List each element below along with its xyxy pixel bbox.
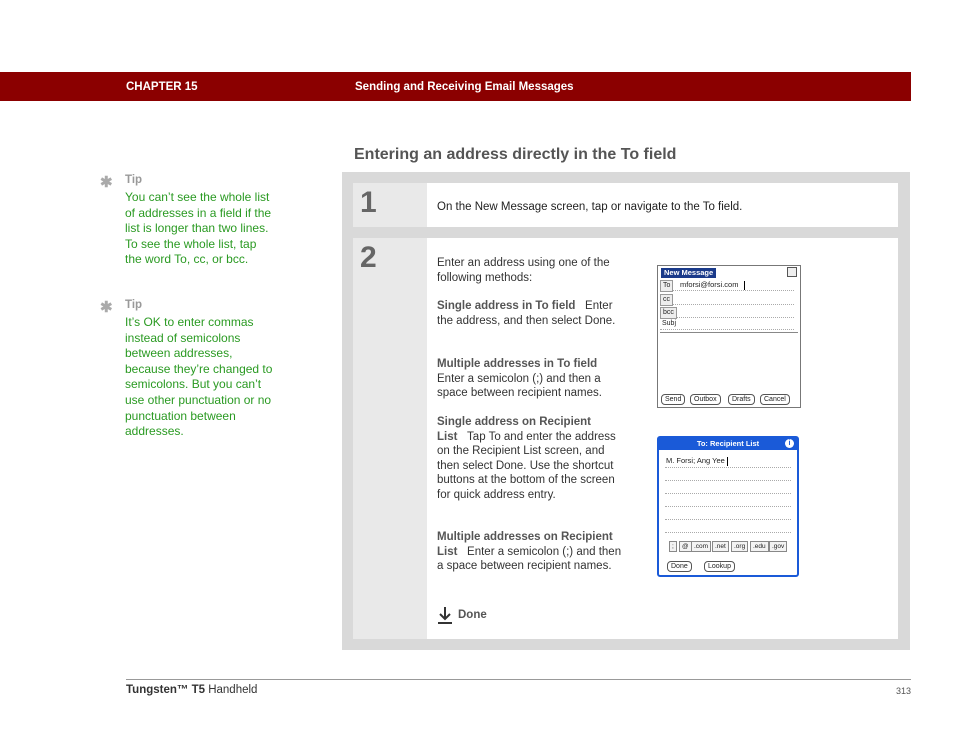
method-text: Enter the address, and then select Done. <box>437 300 616 327</box>
method-title: Multiple addresses in To field <box>437 358 598 370</box>
step-2-number: 2 <box>360 241 377 274</box>
recipient-list-title-bar <box>659 438 797 450</box>
tip-star-icon: ✱ <box>100 299 113 316</box>
method-text: Enter a semicolon (;) and then a space between recipient names. <box>437 545 622 572</box>
cc-field[interactable] <box>660 294 794 305</box>
bcc-label[interactable]: bcc <box>660 307 677 319</box>
shortcut-edu[interactable]: .edu <box>750 541 769 552</box>
page-number: 313 <box>895 686 911 696</box>
done-label: Done <box>458 609 487 622</box>
to-value[interactable]: mforsi@forsi.com <box>680 280 739 289</box>
done-marker <box>437 606 487 624</box>
shortcut-org[interactable]: .org <box>731 541 748 552</box>
outbox-button[interactable]: Outbox <box>690 394 721 405</box>
to-label[interactable]: To <box>660 280 673 292</box>
tip-star-icon: ✱ <box>100 174 113 191</box>
body-divider <box>660 332 798 333</box>
tip-label: Tip <box>125 299 143 311</box>
method-title: Single address in To field <box>437 300 576 312</box>
cc-label[interactable]: cc <box>660 294 673 306</box>
footer-divider <box>126 679 911 680</box>
recipient-entry[interactable]: M. Forsi; Ang Yee <box>666 456 725 465</box>
done-button[interactable]: Done <box>667 561 692 572</box>
tip-text: It’s OK to enter commas instead of semicolons between addresses, because they’re changed to semicolons. But you can’t use other punctuation or no punctuation between addresses. <box>125 315 273 439</box>
tip-label: Tip <box>125 174 143 186</box>
recipient-list-title: To: Recipient List <box>696 439 760 448</box>
shortcut-gov[interactable]: .gov <box>769 541 787 552</box>
subject-field[interactable] <box>660 319 794 330</box>
entry-line <box>665 519 791 520</box>
drafts-button[interactable]: Drafts <box>728 394 755 405</box>
method-multiple-to <box>437 357 627 401</box>
step-1-number: 1 <box>360 186 377 219</box>
new-message-title: New Message <box>661 268 716 278</box>
product-suffix: Handheld <box>205 684 258 696</box>
to-field[interactable] <box>660 280 794 291</box>
tip-text: You can’t see the whole list of addresses in a field if the list is longer than two lines. To see the whole list, tap the word To, cc, or bcc. <box>125 190 272 267</box>
text-cursor <box>727 457 728 466</box>
shortcut-at[interactable]: @ <box>679 541 692 552</box>
chapter-header <box>0 72 911 101</box>
shortcut-com[interactable]: .com <box>691 541 711 552</box>
entry-line <box>665 493 791 494</box>
chapter-title: Sending and Receiving Email Messages <box>355 81 574 93</box>
section-title: Entering an address directly in the To field <box>354 146 677 163</box>
down-arrow-icon <box>437 606 453 624</box>
entry-line <box>665 467 791 468</box>
subject-label: Subj <box>662 320 677 327</box>
method-text: Tap To and enter the address on the Recipient List screen, and then select Done. Use the shortcut buttons at the bottom of the screen for quick address entry. <box>437 430 616 501</box>
method-single-to <box>437 299 627 328</box>
method-title: Multiple addresses on Recipient List <box>437 531 613 558</box>
new-message-screen <box>657 265 801 408</box>
info-icon[interactable]: i <box>785 439 794 448</box>
bcc-field[interactable] <box>660 307 794 318</box>
lookup-button[interactable]: Lookup <box>704 561 735 572</box>
entry-line <box>665 506 791 507</box>
chapter-number: CHAPTER 15 <box>126 81 198 93</box>
recipient-list-screen <box>657 436 799 577</box>
entry-line <box>665 480 791 481</box>
product-name: Tungsten™ T5 <box>126 684 206 696</box>
entry-line <box>665 532 791 533</box>
method-title: Single address on Recipient List <box>437 416 592 443</box>
send-button[interactable]: Send <box>661 394 685 405</box>
shortcut-semicolon[interactable]: ; <box>669 541 677 552</box>
cancel-button[interactable]: Cancel <box>760 394 790 405</box>
method-single-recipient <box>437 415 627 502</box>
menu-icon[interactable] <box>787 267 797 277</box>
method-text: Enter a semicolon (;) and then a space between recipient names. <box>437 372 602 399</box>
footer-product <box>126 684 257 696</box>
text-cursor <box>744 281 745 290</box>
method-multiple-recipient <box>437 530 627 574</box>
step-1-text: On the New Message screen, tap or navigate to the To field. <box>437 201 743 213</box>
step-2-number-cell <box>353 238 427 639</box>
shortcut-net[interactable]: .net <box>712 541 729 552</box>
step-2-intro: Enter an address using one of the following methods: <box>437 257 610 284</box>
